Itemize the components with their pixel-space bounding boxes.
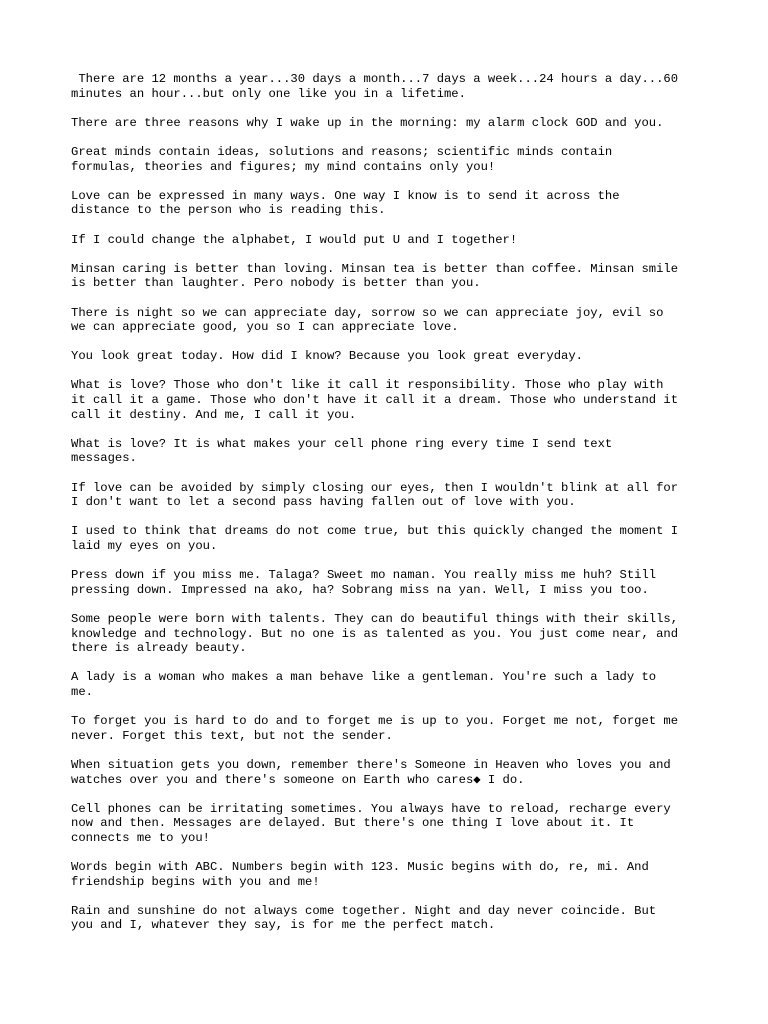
paragraph-17: When situation gets you down, remember there's Someone in Heaven who loves you and watches over you and there's someone on Earth who cares◆ I do. (71, 757, 671, 787)
paragraph-7: There is night so we can appreciate day, sorrow so we can appreciate joy, evil so we can appreciate good, you so I can appreciate love. (71, 305, 664, 335)
paragraph-6: Minsan caring is better than loving. Minsan tea is better than coffee. Minsan smile is better than laughter. Pero nobody is better than you. (71, 261, 679, 291)
paragraph-15: A lady is a woman who makes a man behave like a gentleman. You're such a lady to me. (71, 670, 657, 699)
paragraph-2: There are three reasons why I wake up in the morning: my alarm clock GOD and you. (71, 115, 664, 130)
paragraph-12: I used to think that dreams do not come true, but this quickly changed the moment I laid my eyes on you. (71, 524, 679, 553)
paragraph-1: There are 12 months a year...30 days a month...7 days a week...24 hours a day...60 minutes an hour...but only one like you in a lifetime. (71, 72, 679, 101)
paragraph-18: Cell phones can be irritating sometimes. You always have to reload, recharge every now and then. Messages are delayed. But there's one thing I love about it. It connects me to you! (71, 801, 671, 845)
paragraph-3: Great minds contain ideas, solutions and reasons; scientific minds contain formulas, theories and figures; my mind contains only you! (71, 144, 613, 174)
paragraph-9: What is love? Those who don't like it call it responsibility. Those who play with it call it a game. Those who don't have it call it a dream. Those who understand it call it destiny. And me, I call it you. (71, 378, 679, 422)
paragraph-4: Love can be expressed in many ways. One way I know is to send it across the distance to the person who is reading this. (71, 188, 620, 218)
paragraph-14: Some people were born with talents. They can do beautiful things with their skills, knowledge and technology. But no one is as talented as you. You just come near, and there is already beauty. (71, 611, 679, 656)
paragraph-13: Press down if you miss me. Talaga? Sweet mo naman. You really miss me huh? Still pressing down. Impressed na ako, ha? Sobrang miss na yan. Well, I miss you too. (71, 568, 657, 597)
paragraph-11: If love can be avoided by simply closing our eyes, then I wouldn't blink at all for I don't want to let a second pass having fallen out of love with you. (71, 480, 679, 510)
paragraph-19: Words begin with ABC. Numbers begin with 123. Music begins with do, re, mi. And friendship begins with you and me! (71, 860, 649, 889)
paragraph-20: Rain and sunshine do not always come together. Night and day never coincide. But you and I, whatever they say, is for me the perfect match. (71, 903, 657, 933)
paragraph-8: You look great today. How did I know? Because you look great everyday. (71, 349, 583, 364)
paragraph-10: What is love? It is what makes your cell phone ring every time I send text messages. (71, 436, 613, 466)
document-page (71, 72, 701, 948)
paragraph-16: To forget you is hard to do and to forget me is up to you. Forget me not, forget me never. Forget this text, but not the sender. (71, 714, 679, 743)
paragraph-5: If I could change the alphabet, I would put U and I together! (71, 232, 518, 247)
